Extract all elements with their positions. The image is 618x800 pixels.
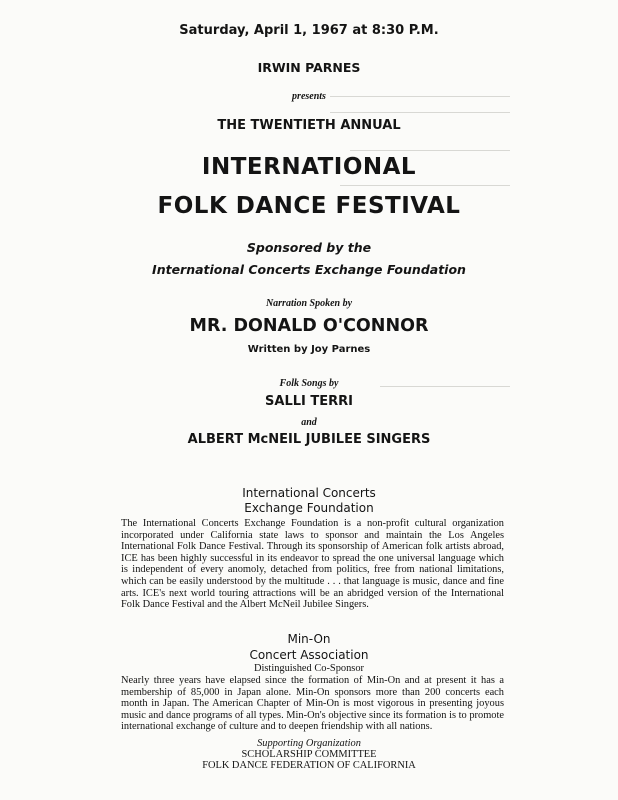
title-line-1: INTERNATIONAL xyxy=(201,154,417,180)
narrator-name: MR. DONALD O'CONNOR xyxy=(189,316,429,336)
date-line: Saturday, April 1, 1967 at 8:30 P.M. xyxy=(179,23,439,38)
supporting-line-2: FOLK DANCE FEDERATION OF CALIFORNIA xyxy=(202,760,416,771)
supporting-label: Supporting Organization xyxy=(257,738,361,749)
bleed-through-line xyxy=(330,112,510,113)
ice-description: The International Concerts Exchange Foundation is a non-profit cultural organization incorporated under California state laws to sponsor and maintain the Los Angeles International Folk Dance Festival. Through its sponsorship of American folk artists abroad, ICE has been highly successful in its endeavor to spread the one universal language which is independent of every anomoly, detached from politics, free from national limitations, which can be easily understood by the multitude . . . that language is music, dance and fine arts. ICE's next world touring attractions will be an abridged version of the International Folk Dance Festival and the Albert McNeil Jubilee Singers. xyxy=(121,518,504,611)
bleed-through-line xyxy=(340,185,510,186)
sponsor-line-2: International Concerts Exchange Foundation xyxy=(152,262,466,277)
minon-heading-1: Min-On xyxy=(287,632,331,646)
minon-subheading: Distinguished Co-Sponsor xyxy=(254,663,364,674)
presents-text: presents xyxy=(292,91,326,102)
artist-salli-terri: SALLI TERRI xyxy=(265,394,353,409)
artist-jubilee-singers: ALBERT McNEIL JUBILEE SINGERS xyxy=(187,432,431,447)
and-text: and xyxy=(301,417,317,428)
minon-description: Nearly three years have elapsed since the formation of Min-On and at present it has a membership of 85,000 in Japan alone. Min-On sponsors more than 200 concerts each month in Japan. The American Chapter of Min-On is most vigorous in presenting joyous music and dance programs of all types. Min-On's objective since its formation is to promote international exchange of culture and to deepen friendship with all nations. xyxy=(121,675,504,733)
folk-songs-label: Folk Songs by xyxy=(279,378,339,389)
ice-heading-1: International Concerts xyxy=(242,486,376,500)
ice-heading-2: Exchange Foundation xyxy=(244,501,374,515)
supporting-line-1: SCHOLARSHIP COMMITTEE xyxy=(241,749,377,760)
edition-line: THE TWENTIETH ANNUAL xyxy=(217,118,401,133)
sponsor-line-1: Sponsored by the xyxy=(246,240,372,255)
presenter-name: IRWIN PARNES xyxy=(257,60,361,75)
written-by: Written by Joy Parnes xyxy=(247,344,371,355)
minon-heading-2: Concert Association xyxy=(249,648,369,662)
title-line-2: FOLK DANCE FESTIVAL xyxy=(157,193,461,219)
narration-label: Narration Spoken by xyxy=(265,298,353,309)
bleed-through-line xyxy=(350,150,510,151)
